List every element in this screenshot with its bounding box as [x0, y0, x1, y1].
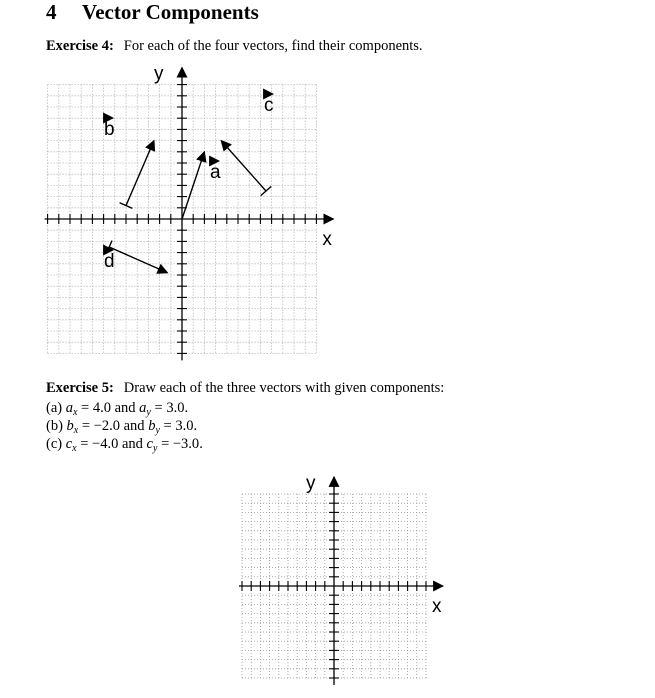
y-component-value: 3.0: [175, 418, 194, 434]
vector-label-b: b: [104, 119, 115, 140]
and-word: and: [123, 418, 145, 434]
and-word: and: [121, 436, 143, 452]
vector-label-a: a: [210, 162, 221, 183]
exercise5-item-a: (a) $a_x = 4.0$ and $a_y = 3.0$.: [46, 400, 189, 418]
vector-label-c: c: [264, 95, 274, 116]
exercise4-text: For each of the four vectors, find their components.: [123, 38, 423, 54]
g2-x-axis-label: x: [432, 596, 442, 617]
y-component-value: 3.0: [166, 400, 185, 416]
x-component-value: 4.0: [92, 400, 111, 416]
x-component-value: −2.0: [93, 418, 120, 434]
g2-y-axis-label: y: [306, 473, 316, 494]
exercise5-item-c: (c) $c_x = -4.0$ and $c_y = -3.0$.: [46, 436, 203, 454]
component-symbol: a: [139, 400, 147, 416]
x-component-value: −4.0: [92, 436, 119, 452]
exercise5-label: Exercise 5:: [46, 380, 114, 396]
g1-y-axis-label: y: [154, 63, 164, 85]
y-component-value: −3.0: [172, 436, 200, 452]
exercise5-item-b: (b) $b_x = -2.0$ and $b_y = 3.0$.: [46, 418, 198, 436]
item-tag: (a): [46, 400, 63, 416]
item-tag: (b): [46, 418, 63, 434]
exercise5-text: Draw each of the three vectors with given components:: [123, 380, 445, 396]
exercise4-label: Exercise 4:: [46, 38, 114, 54]
and-word: and: [114, 400, 136, 416]
vector-label-d: d: [104, 251, 115, 272]
section-number: 4: [46, 0, 57, 24]
item-tag: (c): [46, 436, 63, 452]
component-symbol: c: [65, 436, 73, 452]
component-symbol: b: [148, 418, 156, 434]
component-symbol: a: [65, 400, 73, 416]
component-symbol: c: [146, 436, 153, 452]
section-title: Vector Components: [82, 0, 259, 24]
g1-x-axis-label: x: [322, 229, 332, 250]
component-symbol: b: [66, 418, 74, 434]
